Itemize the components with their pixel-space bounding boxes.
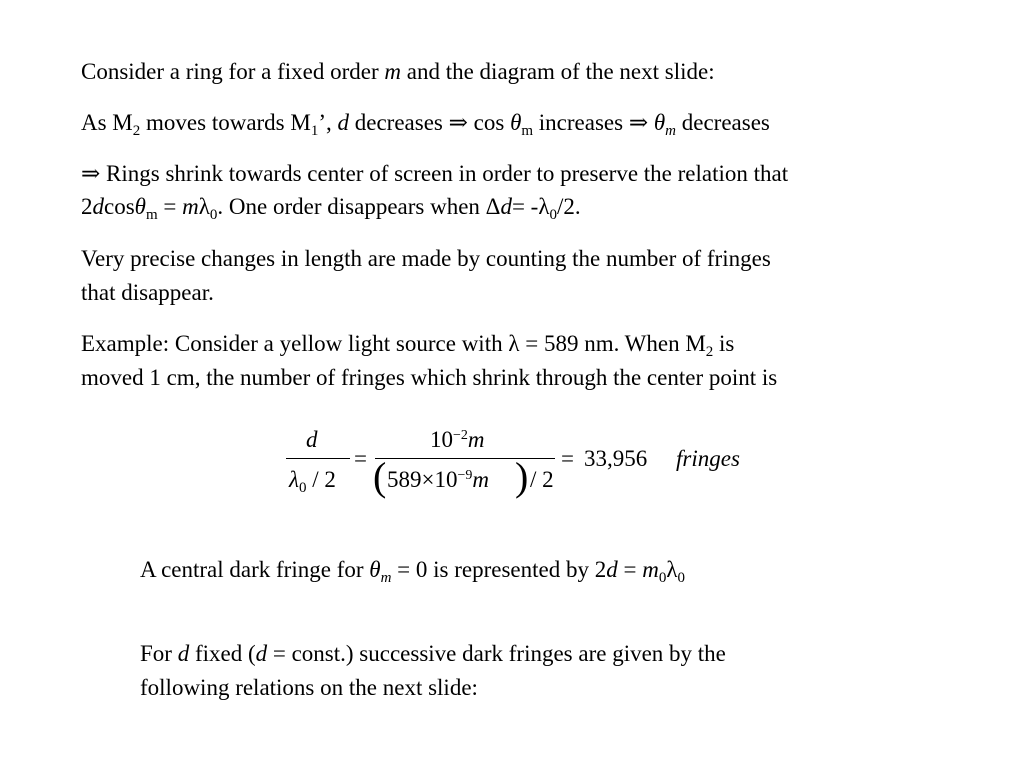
eq-denominator-589e-9 — [387, 467, 489, 493]
var-d: d — [337, 110, 350, 135]
text: decreases — [676, 110, 770, 135]
subscript: 0 — [549, 207, 557, 223]
text: /2. — [557, 194, 581, 219]
text: = — [157, 194, 183, 219]
text: that disappear. — [81, 280, 214, 305]
text: following relations on the next slide: — [140, 675, 478, 700]
var-lambda: λ — [666, 557, 678, 582]
text: . One order disappears when Δ — [217, 194, 501, 219]
var-m: m — [472, 467, 490, 492]
var-theta: θ — [510, 110, 522, 135]
var-theta: θ — [134, 194, 146, 219]
subscript: m — [380, 570, 392, 586]
paragraph-central-dark-fringe — [140, 557, 685, 586]
paragraph-example-line1 — [81, 331, 735, 360]
subscript: m — [145, 207, 158, 223]
text: = const.) successive dark fringes are given by the — [267, 641, 726, 666]
eq-numerator-d: d — [306, 427, 318, 452]
text: / 2 — [306, 467, 336, 492]
subscript: m — [665, 123, 677, 139]
text: ’, — [318, 110, 338, 135]
text: is — [713, 331, 735, 356]
text: cos — [104, 194, 135, 219]
var-d: d — [255, 641, 268, 666]
superscript: −2 — [453, 428, 468, 443]
var-theta: θ — [369, 557, 381, 582]
paragraph-ring-order — [81, 59, 715, 85]
text: 589×10 — [387, 467, 458, 492]
paragraph-rings-shrink-line1 — [81, 161, 788, 187]
text: increases ⇒ — [533, 110, 654, 135]
var-theta: θ — [653, 110, 666, 135]
var-m: m — [384, 59, 401, 84]
paragraph-d-fixed-line2 — [140, 675, 478, 701]
text: = — [617, 557, 643, 582]
subscript: m — [521, 123, 534, 139]
paragraph-example-line2 — [81, 365, 777, 391]
paragraph-m2-moves — [81, 110, 770, 139]
text: 10 — [430, 427, 453, 452]
subscript: 2 — [132, 123, 141, 139]
var-lambda: λ — [289, 467, 299, 492]
paragraph-d-fixed-line1 — [140, 641, 726, 667]
eq-result-value: 33,956 — [584, 446, 648, 471]
subscript: 0 — [298, 480, 307, 496]
var-d: d — [606, 557, 618, 582]
text: 2 — [81, 194, 93, 219]
text: Very precise changes in length are made by counting the number of fringes — [81, 246, 771, 271]
subscript: 0 — [658, 570, 667, 586]
var-m: m — [182, 194, 199, 219]
paragraph-precise-changes-line1 — [81, 246, 771, 272]
subscript: 0 — [677, 570, 685, 586]
eq-denominator-lambda0-over-2 — [289, 467, 336, 496]
left-paren: ( — [373, 454, 387, 499]
paragraph-rings-shrink-line2 — [81, 194, 581, 223]
subscript: 2 — [705, 344, 714, 360]
text: Consider a ring for a fixed order — [81, 59, 385, 84]
right-paren: ) — [515, 454, 529, 499]
equals-sign: = — [354, 446, 367, 471]
var-d: d — [177, 641, 190, 666]
text: moves towards M — [140, 110, 311, 135]
var-d: d — [500, 194, 512, 219]
var-d: d — [92, 194, 104, 219]
paragraph-precise-changes-line2 — [81, 280, 214, 306]
text: Example: Consider a yellow light source with λ = 589 nm. When M — [81, 331, 706, 356]
superscript: −9 — [457, 468, 473, 483]
eq-numerator-10-2-m — [430, 427, 485, 453]
var-lambda: λ — [198, 194, 210, 219]
text: = -λ — [511, 194, 550, 219]
var-m: m — [642, 557, 659, 582]
eq-over-2: / 2 — [530, 467, 554, 492]
eq-result-unit: fringes — [676, 446, 740, 471]
text: decreases ⇒ cos — [349, 110, 511, 135]
fraction-bar — [286, 458, 350, 459]
text: moved 1 cm, the number of fringes which shrink through the center point is — [81, 365, 778, 390]
text: As M — [81, 110, 133, 135]
text: = 0 is represented by 2 — [391, 557, 607, 582]
equals-sign: = — [561, 446, 574, 471]
subscript: 1 — [310, 123, 319, 139]
text: A central dark fringe for — [140, 557, 370, 582]
var-m: m — [467, 427, 485, 452]
text: For — [140, 641, 178, 666]
text: and the diagram of the next slide: — [401, 59, 715, 84]
subscript: 0 — [209, 207, 218, 223]
text: ⇒ Rings shrink towards center of screen in order to preserve the relation that — [81, 161, 789, 186]
text: fixed ( — [189, 641, 256, 666]
